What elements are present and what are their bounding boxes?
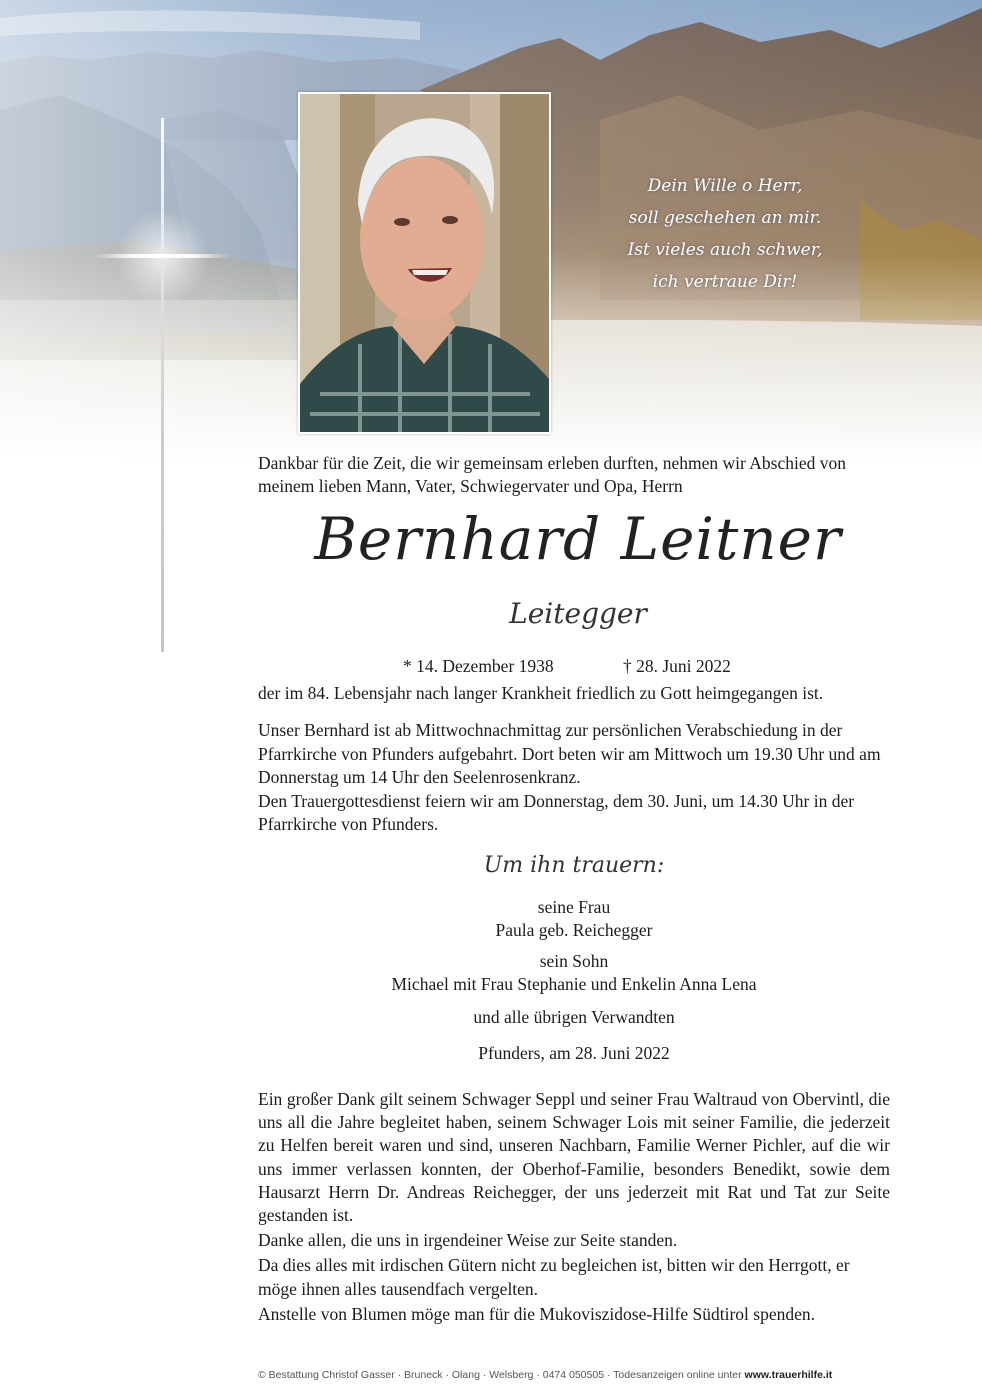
deceased-nickname: Leitegger bbox=[509, 597, 647, 630]
portrait-photo bbox=[298, 92, 551, 434]
death-date: † 28. Juni 2022 bbox=[623, 656, 731, 676]
intro-text: Dankbar für die Zeit, die wir gemeinsam erleben durften, nehmen wir Abschied von meinem lieben Mann, Vater, Schwiegervater und Opa, Herrn bbox=[258, 453, 847, 496]
mourner-wife: Paula geb. Reichegger bbox=[495, 920, 653, 940]
thanks-paragraph: Anstelle von Blumen möge man für die Mukoviszidose-Hilfe Südtirol spenden. bbox=[258, 1303, 815, 1324]
verse-line: Dein Wille o Herr, bbox=[647, 176, 803, 196]
mourner-wife-label: seine Frau bbox=[537, 897, 611, 917]
mourner-son-label: sein Sohn bbox=[539, 951, 609, 971]
mourners-heading: Um ihn trauern: bbox=[483, 853, 665, 878]
cross-icon-vertical bbox=[161, 118, 164, 652]
arrangements-block bbox=[258, 719, 890, 837]
verse-line: ich vertraue Dir! bbox=[652, 272, 798, 292]
verse-line: soll geschehen an mir. bbox=[628, 208, 822, 228]
portrait-illustration bbox=[300, 94, 549, 432]
footer bbox=[258, 1369, 898, 1381]
thanks-section bbox=[258, 1088, 890, 1326]
mourner-son: Michael mit Frau Stephanie und Enkelin Anna Lena bbox=[391, 974, 757, 994]
cross-icon-horizontal bbox=[92, 254, 232, 258]
mourner-others: und alle übrigen Verwandten bbox=[473, 1007, 675, 1027]
footer-link[interactable]: www.trauerhilfe.it bbox=[744, 1369, 833, 1381]
footer-text: © Bestattung Christof Gasser · Bruneck · Olang · Welsberg · 0474 050505 · Todesanzeigen online unter bbox=[258, 1369, 745, 1381]
arrangements-text: Unser Bernhard ist ab Mittwochnachmittag zur persönlichen Verabschiedung in der Pfarrkirche von Pfunders aufgebahrt. Dort beten wir am Mittwoch um 19.30 Uhr und am Donnerstag um 14 Uhr den Seelenrosenkranz. bbox=[258, 720, 881, 787]
funeral-text: Den Trauergottesdienst feiern wir am Donnerstag, dem 30. Juni, um 14.30 Uhr in der Pfarrkirche von Pfunders. bbox=[258, 790, 855, 834]
verse-line: Ist vieles auch schwer, bbox=[627, 240, 823, 260]
passing-text: der im 84. Lebensjahr nach langer Krankheit friedlich zu Gott heimgegangen ist. bbox=[258, 683, 824, 703]
birth-date: * 14. Dezember 1938 bbox=[403, 656, 554, 676]
thanks-paragraph: Da dies alles mit irdischen Gütern nicht zu begleichen ist, bitten wir den Herrgott, er möge ihnen alles tausendfach vergelten. bbox=[258, 1255, 850, 1299]
place-date: Pfunders, am 28. Juni 2022 bbox=[478, 1043, 670, 1063]
thanks-paragraph: Ein großer Dank gilt seinem Schwager Seppl und seiner Frau Waltraud von Obervintl, die uns all die Jahre begleitet haben, seinem Schwager Lois mit seiner Familie, die jederzeit zu Helfen bereit waren und sind, unseren Nachbarn, Familie Werner Pichler, auf die wir uns immer verlassen konnten, der Oberhof-Familie, besonders Benedikt, sowie dem Hausarzt Herrn Dr. Andreas Reichegger, der uns jederzeit mit Rat und Tat zur Seite gestanden ist. bbox=[258, 1089, 890, 1226]
bible-verse bbox=[610, 170, 840, 298]
thanks-paragraph: Danke allen, die uns in irgendeiner Weise zur Seite standen. bbox=[258, 1230, 678, 1251]
deceased-name: Bernhard Leitner bbox=[314, 505, 842, 573]
